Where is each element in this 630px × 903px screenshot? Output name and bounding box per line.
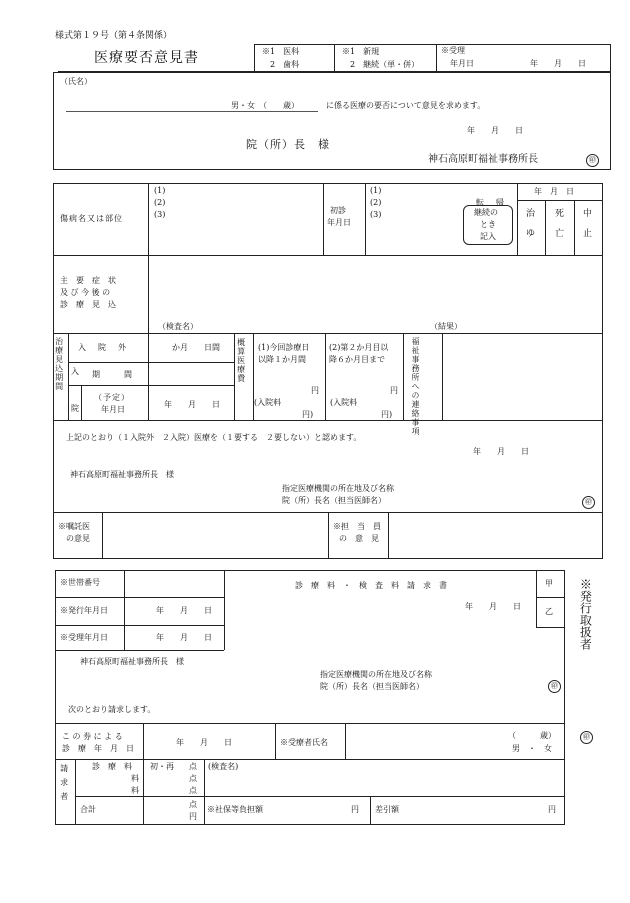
request-text: に係る医療の要否について意見を求めます。 xyxy=(326,101,486,110)
insurance-yen: 円 xyxy=(351,805,359,814)
billing-title: 診 療 料 ・ 検 査 料 請 求 書 xyxy=(295,581,447,590)
first-visit-label-2: 年月日 xyxy=(327,218,351,227)
household-no-label: ※世帯番号 xyxy=(60,578,100,587)
first-visit-label: 初診 xyxy=(330,206,346,215)
doctor-opinion-label-2: の意見 xyxy=(66,534,90,543)
points-2: 点 xyxy=(189,774,197,783)
stamp-otsu: 乙 xyxy=(545,607,553,616)
approval-text: 上記のとおり（１入院外 ２入院）医療を（１要する ２要しない）と認めます。 xyxy=(66,433,362,442)
points-3: 点 xyxy=(189,786,197,795)
first-month-label: (1)今回診療日 xyxy=(258,343,310,352)
first-month-yen: 円 xyxy=(311,386,319,395)
claimant-label: 請求者 xyxy=(59,764,69,806)
total-points: 点 xyxy=(189,800,197,809)
approval-addressee: 神石高原町福祉事務所長 様 xyxy=(70,470,174,479)
patient-name-label: ※受療者氏名 xyxy=(280,738,328,747)
total-label: 合計 xyxy=(80,805,96,814)
later-months-inpatient-yen: 円) xyxy=(381,410,393,419)
continue-note-3: 記入 xyxy=(480,232,496,241)
issue-date: 年 月 日 xyxy=(156,606,212,615)
request-seal: ㊞ xyxy=(586,154,599,167)
outcome-death: 死 xyxy=(555,209,565,219)
approval-director: 院（所）長名（担当医師名） xyxy=(282,496,386,505)
outcome-death-2: 亡 xyxy=(555,229,565,239)
name-label: （氏名） xyxy=(60,77,92,86)
later-months-inpatient: (入院料 xyxy=(330,398,358,407)
fee-label-2: 料 xyxy=(131,774,139,783)
outcome-label-2: 帰 xyxy=(496,198,504,207)
planned-date-label: 年月日 xyxy=(101,405,125,414)
disease-item-1: (1) xyxy=(154,186,166,195)
side-note: ※発行取扱者 xyxy=(578,578,593,650)
receipt-date-label: 年月日 xyxy=(450,59,474,68)
visit-date-label-2: 診 療 年 月 日 xyxy=(62,744,134,753)
points-1: 点 xyxy=(189,762,197,771)
staff-opinion-label-2: の 意 見 xyxy=(339,534,379,543)
welfare-liaison-label: 福祉事務所への連絡事項 xyxy=(411,337,420,436)
first-month-label-2: 以降１か月間 xyxy=(258,355,306,364)
exam-label: （検査名） xyxy=(158,322,198,331)
continue-note-2: とき xyxy=(480,220,496,229)
billing-request-text: 次のとおり請求します。 xyxy=(68,705,156,714)
outcome-cure: 治 xyxy=(526,209,536,219)
treatment-period-label: 治療見込期間 xyxy=(54,337,64,391)
visit-date: 年 月 日 xyxy=(176,738,232,747)
staff-opinion-label: ※担 当 員 xyxy=(333,522,381,531)
request-addressee: 院（所）長 様 xyxy=(246,138,330,151)
continue-note-1: 継続の xyxy=(474,208,498,217)
inpatient-label: 入 xyxy=(71,367,79,376)
first-visit-item-2: (2) xyxy=(370,198,382,207)
request-issuer: 神石高原町福祉事務所長 xyxy=(428,154,538,165)
first-visit-item-1: (1) xyxy=(370,186,382,195)
fee-label: 診 療 料 xyxy=(92,762,132,771)
period-label: 期 間 xyxy=(92,370,132,379)
later-months-yen: 円 xyxy=(390,386,398,395)
exam-name-label: (検査名) xyxy=(208,762,239,771)
hospital-label: 院 xyxy=(71,404,79,413)
first-month-inpatient: (入院料 xyxy=(254,398,282,407)
type-continue: 2 継続（単・併） xyxy=(350,60,420,69)
symptoms-label-2: 及 び 今 後 の xyxy=(60,288,111,297)
receipt-date-2: 年 月 日 xyxy=(156,633,212,642)
visit-date-label: こ の 券 に よ る xyxy=(62,732,123,741)
insurance-label: ※社保等負担額 xyxy=(207,805,263,814)
billing-director: 院（所）長名（担当医師名） xyxy=(320,682,424,691)
receipt-date-label-2: ※受理年月日 xyxy=(60,633,108,642)
patient-gender: 男 ・ 女 xyxy=(512,744,552,753)
side-seal: ㊞ xyxy=(580,731,593,744)
planned-date: 年 月 日 xyxy=(164,400,220,409)
outpatient-duration: か月 日間 xyxy=(172,343,220,352)
planned-label: （予定） xyxy=(94,393,130,402)
result-label: （結果） xyxy=(430,322,462,331)
later-months-label: (2)第２か月目以 xyxy=(329,343,389,352)
gender-age: 男・女 （ 歳） xyxy=(231,101,299,110)
outcome-stop-2: 止 xyxy=(583,229,593,239)
billing-date: 年 月 日 xyxy=(465,602,521,611)
billing-seal: ㊞ xyxy=(548,680,561,693)
stamp-ko: 甲 xyxy=(545,579,553,588)
form-id: 様式第１９号（第４条関係） xyxy=(55,31,173,41)
total-yen: 円 xyxy=(189,812,197,821)
disease-item-3: (3) xyxy=(154,210,166,219)
dept-dental: 2 歯科 xyxy=(270,60,300,69)
later-months-label-2: 降６か月目まで xyxy=(329,355,385,364)
receipt-label: ※受理 xyxy=(441,46,465,55)
type-new: ※1 新規 xyxy=(342,47,380,56)
outpatient-label: 入 院 外 xyxy=(78,343,128,352)
fee-label-3: 料 xyxy=(131,786,139,795)
outcome-label-1: 転 xyxy=(476,198,484,207)
first-month-inpatient-yen: 円) xyxy=(302,410,314,419)
doctor-opinion-label: ※嘱託医 xyxy=(58,522,90,531)
name-line xyxy=(66,111,318,112)
dept-medical: ※1 医科 xyxy=(262,47,300,56)
cost-label: 概算医療費 xyxy=(236,338,246,383)
approval-date: 年 月 日 xyxy=(473,447,529,456)
patient-age: （ 歳） xyxy=(508,731,556,740)
billing-institution: 指定医療機関の所在地及び名称 xyxy=(320,670,432,679)
outcome-date: 年 月 日 xyxy=(534,187,574,196)
request-date: 年 月 日 xyxy=(467,126,523,135)
disease-label: 傷病名又は部位 xyxy=(60,214,123,223)
outcome-stop: 中 xyxy=(583,209,593,219)
approval-institution: 指定医療機関の所在地及び名称 xyxy=(282,484,394,493)
net-yen: 円 xyxy=(548,805,556,814)
issue-date-label: ※発行年月日 xyxy=(60,606,108,615)
first-re-label: 初・再 xyxy=(150,762,174,771)
net-label: 差引額 xyxy=(375,805,399,814)
disease-item-2: (2) xyxy=(154,198,166,207)
symptoms-label-3: 診 療 見 込 xyxy=(60,300,116,309)
first-visit-item-3: (3) xyxy=(370,210,382,219)
receipt-date: 年 月 日 xyxy=(530,59,586,68)
outcome-cure-2: ゆ xyxy=(526,229,536,239)
symptoms-label-1: 主 要 症 状 xyxy=(60,276,116,285)
approval-seal: ㊞ xyxy=(582,496,595,509)
billing-addressee: 神石高原町福祉事務所長 様 xyxy=(80,657,184,666)
form-title: 医療要否意見書 xyxy=(94,50,199,66)
